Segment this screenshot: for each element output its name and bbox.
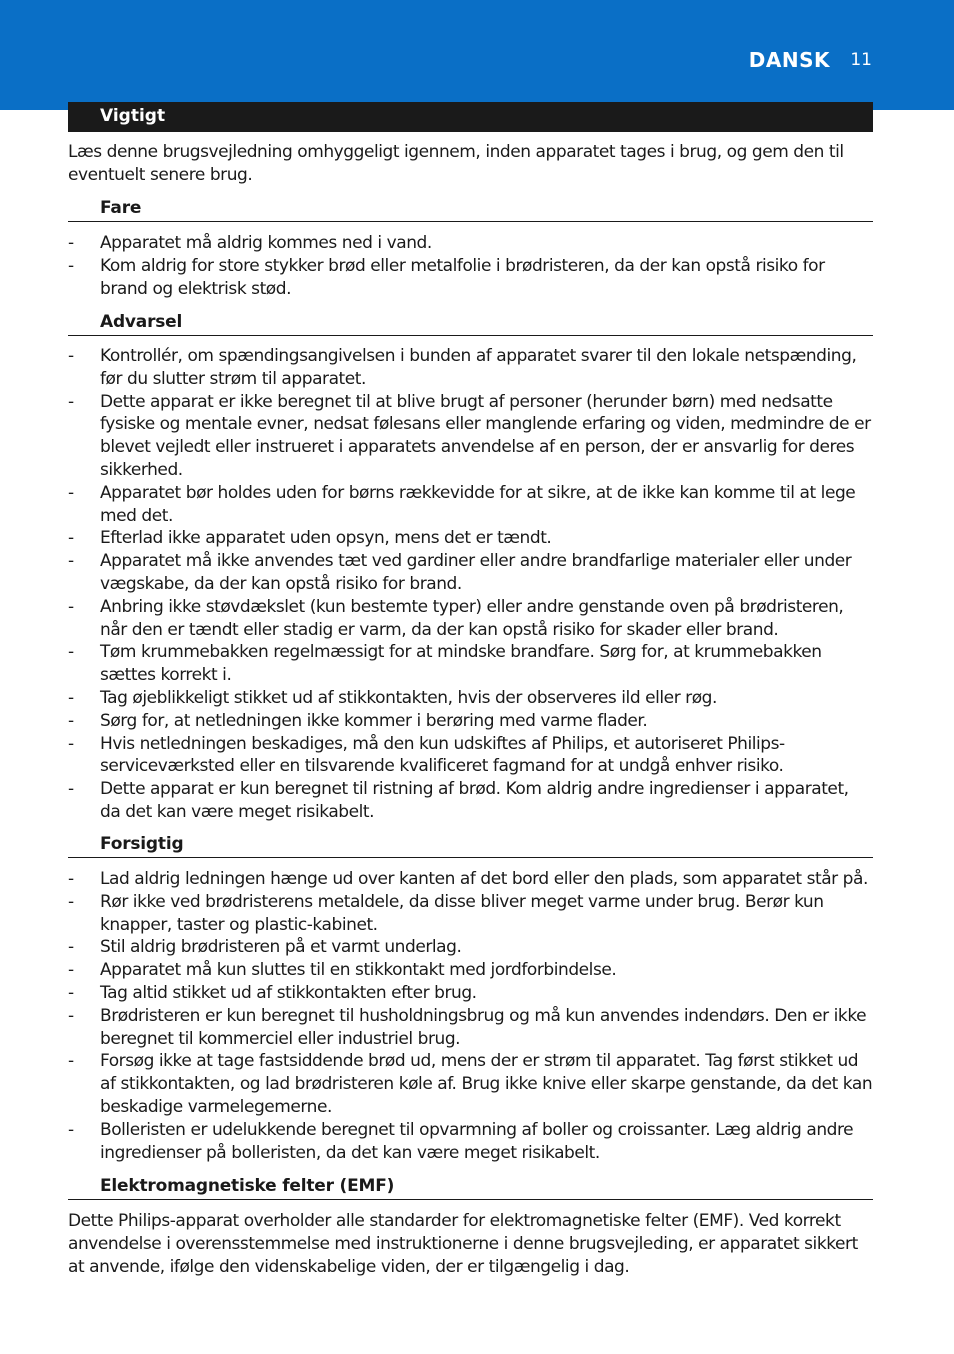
list-item: - Apparatet må aldrig kommes ned i vand. [68, 232, 873, 255]
list-item: - Bolleristen er udelukkende beregnet til opvarmning af boller og croissanter. Læg aldrig andre ingredienser på bolleristen, da det kan være meget risikabelt. [68, 1119, 873, 1165]
list-item: - Anbring ikke støvdækslet (kun bestemte typer) eller andre genstande oven på brødristeren, når den er tændt eller stadig er varm, da der kan opstå risiko for skader eller brand. [68, 596, 873, 642]
list-item: - Hvis netledningen beskadiges, må den kun udskiftes af Philips, et autoriseret Philips-serviceværksted eller en tilsvarende kvalificeret fagmand for at undgå enhver risiko. [68, 733, 873, 779]
caution-list [68, 868, 873, 1164]
list-item: - Efterlad ikke apparatet uden opsyn, mens det er tændt. [68, 527, 873, 550]
list-item: - Apparatet må ikke anvendes tæt ved gardiner eller andre brandfarlige materialer eller under vægskabe, da der kan opstå risiko for brand. [68, 550, 873, 596]
list-item: - Sørg for, at netledningen ikke kommer i berøring med varme flader. [68, 710, 873, 733]
list-item: - Forsøg ikke at tage fastsiddende brød ud, mens der er strøm til apparatet. Tag først stikket ud af stikkontakten, og lad brødristeren køle af. Brug ikke knive eller skarpe genstande, da det kan beskadige varmelegemerne. [68, 1050, 873, 1118]
list-item: - Lad aldrig ledningen hænge ud over kanten af det bord eller den plads, som apparatet står på. [68, 868, 873, 891]
list-item: - Kontrollér, om spændingsangivelsen i bunden af apparatet svarer til den lokale netspænding, før du slutter strøm til apparatet. [68, 345, 873, 391]
language-label: DANSK [748, 48, 830, 72]
section-heading-warning [68, 313, 873, 336]
section-heading-danger [68, 199, 873, 222]
list-item: - Tøm krummebakken regelmæssigt for at mindske brandfare. Sørg for, at krummebakken sættes korrekt i. [68, 641, 873, 687]
list-item: - Apparatet bør holdes uden for børns rækkevidde for at sikre, at de ikke kan komme til at lege med det. [68, 482, 873, 528]
emf-paragraph: Dette Philips-apparat overholder alle standarder for elektromagnetiske felter (EMF). Ved korrekt anvendelse i overensstemmelse med instruktionerne i denne brugsvejleding, er apparatet sikkert at anvende, ifølge den videnskabelige viden, der er tilgængelig i dag. [68, 1211, 858, 1277]
list-item: - Dette apparat er ikke beregnet til at blive brugt af personer (herunder børn) med nedsatte fysiske og mentale evner, nedsat følesans eller manglende erfaring og viden, medmindre de er blevet vejledt eller instrueret i apparatets anvendelse af en person, der er ansvarlig for deres sikkerhed. [68, 391, 873, 482]
warning-title: Advarsel [100, 312, 183, 332]
list-item: - Tag øjeblikkeligt stikket ud af stikkontakten, hvis der observeres ild eller røg. [68, 687, 873, 710]
intro-paragraph: Læs denne brugsvejledning omhyggeligt igennem, inden apparatet tages i brug, og gem den til eventuelt senere brug. [68, 142, 844, 185]
caution-title: Forsigtig [100, 834, 184, 854]
list-item: - Brødristeren er kun beregnet til husholdningsbrug og må kun anvendes indendørs. Den er ikke beregnet til kommerciel eller industriel brug. [68, 1005, 873, 1051]
list-item: - Tag altid stikket ud af stikkontakten efter brug. [68, 982, 873, 1005]
danger-title: Fare [100, 198, 142, 218]
page-number: 11 [850, 50, 872, 70]
list-item: - Rør ikke ved brødristerens metaldele, da disse bliver meget varme under brug. Berør kun knapper, taster og plastic-kabinet. [68, 891, 873, 937]
section-heading-important [68, 102, 873, 132]
list-item: - Stil aldrig brødristeren på et varmt underlag. [68, 936, 873, 959]
list-item: - Apparatet må kun sluttes til en stikkontakt med jordforbindelse. [68, 959, 873, 982]
important-title: Vigtigt [100, 106, 166, 126]
list-item: - Dette apparat er kun beregnet til ristning af brød. Kom aldrig andre ingredienser i apparatet, da det kan være meget risikabelt. [68, 778, 873, 824]
header-bar [0, 0, 954, 110]
danger-list [68, 232, 873, 300]
emf-title: Elektromagnetiske felter (EMF) [100, 1176, 395, 1196]
section-heading-caution [68, 835, 873, 858]
section-heading-emf [68, 1177, 873, 1200]
list-item: - Kom aldrig for store stykker brød eller metalfolie i brødristeren, da der kan opstå risiko for brand og elektrisk stød. [68, 255, 873, 301]
warning-list [68, 345, 873, 824]
